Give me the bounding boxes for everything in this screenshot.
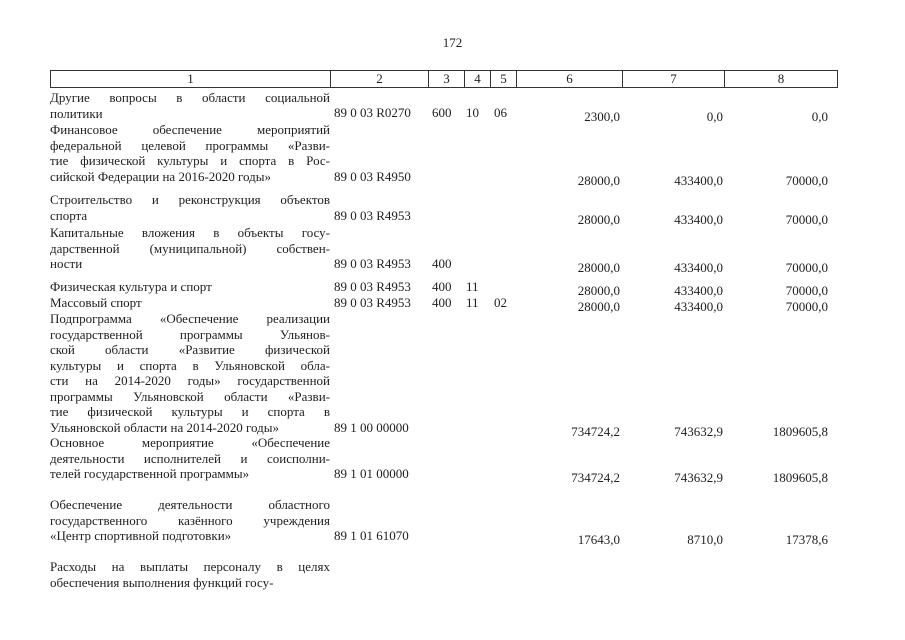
cell-c5: 06 bbox=[494, 104, 507, 120]
description-line: сийской Федерации на 2016-2020 годы» bbox=[50, 168, 271, 184]
cell-c3: 400 bbox=[432, 295, 452, 310]
description-line: телей государственной программы» bbox=[50, 466, 250, 481]
cell-v8: 70000,0 bbox=[785, 299, 828, 314]
row-description bbox=[50, 192, 330, 223]
row-description bbox=[50, 559, 330, 590]
header-col-4: 4 bbox=[465, 71, 491, 87]
row-description bbox=[50, 435, 330, 482]
row-description bbox=[50, 497, 330, 544]
description-line: Массовый спорт bbox=[50, 295, 142, 310]
cell-v8: 1809605,8 bbox=[772, 470, 828, 485]
description-line: сти на 2014-2020 годы» государственной bbox=[50, 373, 330, 388]
description-line: тие физической культуры и спорта в Рос- bbox=[50, 153, 330, 168]
cell-c4: 11 bbox=[466, 279, 479, 294]
header-col-6: 6 bbox=[517, 71, 623, 87]
cell-v7: 433400,0 bbox=[674, 260, 723, 275]
cell-v7: 0,0 bbox=[706, 108, 723, 124]
cell-v7: 743632,9 bbox=[674, 423, 723, 439]
cell-v6: 28000,0 bbox=[577, 283, 620, 298]
description-line: Другие вопросы в области социальной bbox=[50, 90, 330, 105]
cell-v8: 70000,0 bbox=[785, 211, 828, 227]
description-line: Физическая культура и спорт bbox=[50, 279, 212, 294]
description-line: дарственной (муниципальной) собствен- bbox=[50, 240, 330, 256]
description-line: Строительство и реконструкция объектов bbox=[50, 192, 330, 207]
table-header bbox=[50, 70, 838, 88]
description-line: обеспечения выполнения функций госу- bbox=[50, 574, 274, 590]
cell-v6: 2300,0 bbox=[584, 108, 620, 124]
cell-code: 89 0 03 R4953 bbox=[334, 256, 411, 271]
cell-v7: 433400,0 bbox=[674, 172, 723, 188]
header-col-1: 1 bbox=[51, 71, 331, 87]
cell-c4: 10 bbox=[466, 104, 479, 120]
cell-v8: 70000,0 bbox=[785, 172, 828, 188]
description-line: тие физической культуры и спорта в bbox=[50, 404, 330, 419]
description-line: Обеспечение деятельности областного bbox=[50, 497, 330, 512]
cell-code: 89 0 03 R4953 bbox=[334, 279, 411, 294]
cell-v6: 28000,0 bbox=[577, 172, 620, 188]
cell-v8: 70000,0 bbox=[785, 260, 828, 275]
cell-v8: 0,0 bbox=[811, 108, 828, 124]
cell-v6: 28000,0 bbox=[577, 211, 620, 227]
cell-v6: 734724,2 bbox=[571, 423, 620, 439]
description-line: Подпрограмма «Обеспечение реализации bbox=[50, 311, 330, 326]
header-col-3: 3 bbox=[429, 71, 465, 87]
cell-c4: 11 bbox=[466, 295, 479, 310]
description-line: программы Ульяновской области «Разви- bbox=[50, 388, 330, 404]
cell-v8: 17378,6 bbox=[785, 532, 828, 547]
description-line: Расходы на выплаты персоналу в целях bbox=[50, 559, 330, 574]
row-description bbox=[50, 279, 330, 295]
header-col-7: 7 bbox=[623, 71, 725, 87]
description-line: политики bbox=[50, 105, 103, 121]
description-line: спорта bbox=[50, 207, 88, 223]
cell-c3: 400 bbox=[432, 256, 452, 271]
cell-c5: 02 bbox=[494, 295, 507, 310]
description-line: культуры и спорта в Ульяновской обла- bbox=[50, 357, 330, 373]
cell-code: 89 0 03 R4950 bbox=[334, 168, 411, 184]
row-description bbox=[50, 225, 330, 272]
row-description bbox=[50, 295, 330, 311]
header-col-2: 2 bbox=[331, 71, 429, 87]
cell-code: 89 1 01 00000 bbox=[334, 466, 409, 481]
description-line: государственного казённого учреждения bbox=[50, 512, 330, 528]
description-line: федеральной целевой программы «Разви- bbox=[50, 137, 330, 153]
cell-v7: 433400,0 bbox=[674, 211, 723, 227]
description-line: государственной программы Ульянов- bbox=[50, 326, 330, 342]
cell-code: 89 0 03 R4953 bbox=[334, 207, 411, 223]
cell-c3: 400 bbox=[432, 279, 452, 294]
description-line: Капитальные вложения в объекты госу- bbox=[50, 225, 330, 240]
cell-v6: 734724,2 bbox=[571, 470, 620, 485]
cell-c3: 600 bbox=[432, 104, 452, 120]
row-description bbox=[50, 311, 330, 435]
cell-v8: 1809605,8 bbox=[772, 423, 828, 439]
cell-code: 89 1 01 61070 bbox=[334, 528, 409, 543]
description-line: Финансовое обеспечение мероприятий bbox=[50, 122, 330, 137]
cell-v6: 28000,0 bbox=[577, 260, 620, 275]
description-line: ской области «Развитие физической bbox=[50, 342, 330, 357]
description-line: «Центр спортивной подготовки» bbox=[50, 528, 232, 543]
cell-v7: 433400,0 bbox=[674, 283, 723, 298]
cell-v7: 8710,0 bbox=[687, 532, 723, 547]
cell-v6: 17643,0 bbox=[577, 532, 620, 547]
description-line: Ульяновской области на 2014-2020 годы» bbox=[50, 419, 280, 435]
description-line: деятельности исполнителей и соисполни- bbox=[50, 450, 330, 466]
header-col-5: 5 bbox=[491, 71, 517, 87]
row-description bbox=[50, 90, 330, 121]
row-description bbox=[50, 122, 330, 184]
cell-code: 89 1 00 00000 bbox=[334, 419, 409, 435]
cell-v7: 433400,0 bbox=[674, 299, 723, 314]
cell-v7: 743632,9 bbox=[674, 470, 723, 485]
cell-v8: 70000,0 bbox=[785, 283, 828, 298]
cell-code: 89 0 03 R4953 bbox=[334, 295, 411, 310]
cell-v6: 28000,0 bbox=[577, 299, 620, 314]
description-line: ности bbox=[50, 256, 83, 271]
description-line: Основное мероприятие «Обеспечение bbox=[50, 435, 330, 450]
page-number: 172 bbox=[442, 35, 463, 50]
header-col-8: 8 bbox=[777, 71, 785, 86]
cell-code: 89 0 03 R0270 bbox=[334, 104, 411, 120]
